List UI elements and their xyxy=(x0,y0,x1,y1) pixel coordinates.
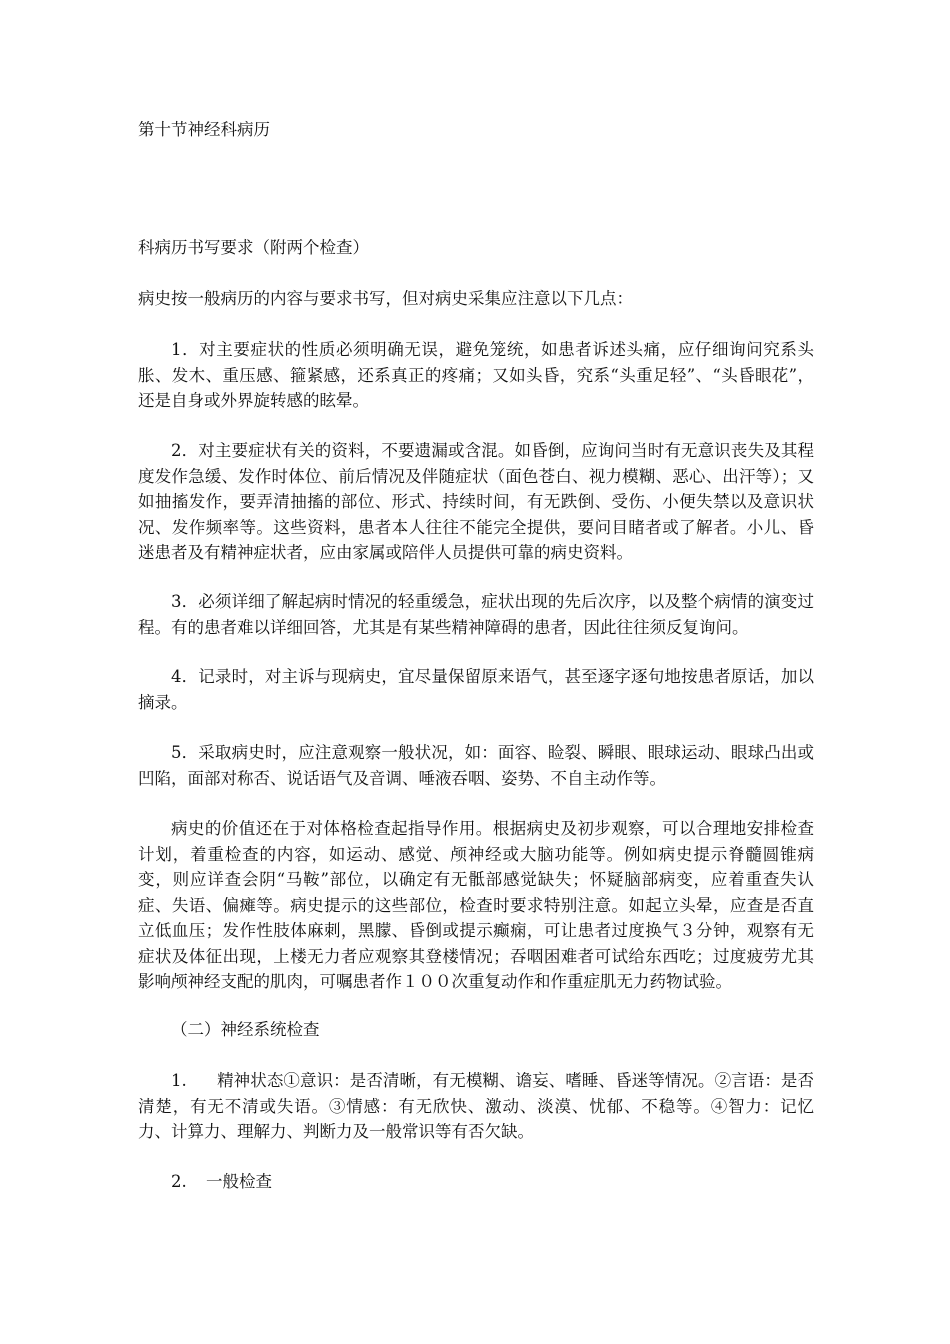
exam-item xyxy=(138,1068,814,1145)
list-item: 3．必须详细了解起病时情况的轻重缓急，症状出现的先后次序，以及整个病情的演变过程。有的患者难以详细回答，尤其是有某些精神障碍的患者，因此往往须反复询问。 xyxy=(138,592,814,637)
list-item: 4．记录时，对主诉与现病史，宜尽量保留原来语气，甚至逐字逐句地按患者原话，加以摘录。 xyxy=(138,667,814,712)
list-item: 2．对主要症状有关的资料，不要遗漏或含混。如昏倒，应询问当时有无意识丧失及其程度发作急缓、发作时体位、前后情况及伴随症状（面色苍白、视力模糊、恶心、出汗等）；又如抽搐发作，要弄清抽搐的部位、形式、持续时间，有无跌倒、受伤、小便失禁以及意识状况、发作频率等。这些资料，患者本人往往不能完全提供，要问目睹者或了解者。小儿、昏迷患者及有精神症状者，应由家属或陪伴人员提供可靠的病史资料。 xyxy=(138,441,814,562)
exam-item-text: 一般检查 xyxy=(206,1172,272,1191)
exam-heading: （二）神经系统检查 xyxy=(171,1020,320,1039)
exam-item-number: 2. xyxy=(171,1172,187,1191)
exam-item-text: 精神状态①意识：是否清晰，有无模糊、谵妄、嗜睡、昏迷等情况。②言语：是否清楚，有无不清或失语。③情感：有无欣快、激动、淡漠、忧郁、不稳等。④智力：记忆力、计算力、理解力、判断力及一般常识等有否欠缺。 xyxy=(138,1071,814,1141)
value-paragraph: 病史的价值还在于对体格检查起指导作用。根据病史及初步观察，可以合理地安排检查计划，着重检查的内容，如运动、感觉、颅神经或大脑功能等。例如病史提示脊髓圆锥病变，则应详查会阴“马鞍”部位，以确定有无骶部感觉缺失；怀疑脑部病变，应着重查失认症、失语、偏瘫等。病史提示的这些部位，检查时要求特别注意。如起立头晕，应查是否直立低血压；发作性肢体麻刺，黑朦、昏倒或提示癫痫，可让患者过度换气３分钟，观察有无症状及体征出现，上楼无力者应观察其登楼情况；吞咽困难者可试给东西吃；过度疲劳尤其影响颅神经支配的肌肉，可嘱患者作１００次重复动作和作重症肌无力药物试验。 xyxy=(138,819,814,991)
exam-item-number: 1. xyxy=(171,1071,187,1090)
exam-item xyxy=(138,1169,814,1195)
list-item: 1．对主要症状的性质必须明确无误，避免笼统，如患者诉述头痛，应仔细询问究系头胀、发木、重压感、箍紧感，还系真正的疼痛；又如头昏，究系“头重足轻”、“头昏眼花”，还是自身或外界旋转感的眩晕。 xyxy=(138,340,814,410)
list-item: 5．采取病史时，应注意观察一般状况，如：面容、睑裂、瞬眼、眼球运动、眼球凸出或凹陷，面部对称否、说话语气及音调、唾液吞咽、姿势、不自主动作等。 xyxy=(138,743,814,788)
document-subtitle: 科病历书写要求（附两个检查） xyxy=(138,238,369,257)
section-title: 第十节神经科病历 xyxy=(138,120,270,139)
intro-paragraph: 病史按一般病历的内容与要求书写，但对病史采集应注意以下几点： xyxy=(138,289,633,308)
